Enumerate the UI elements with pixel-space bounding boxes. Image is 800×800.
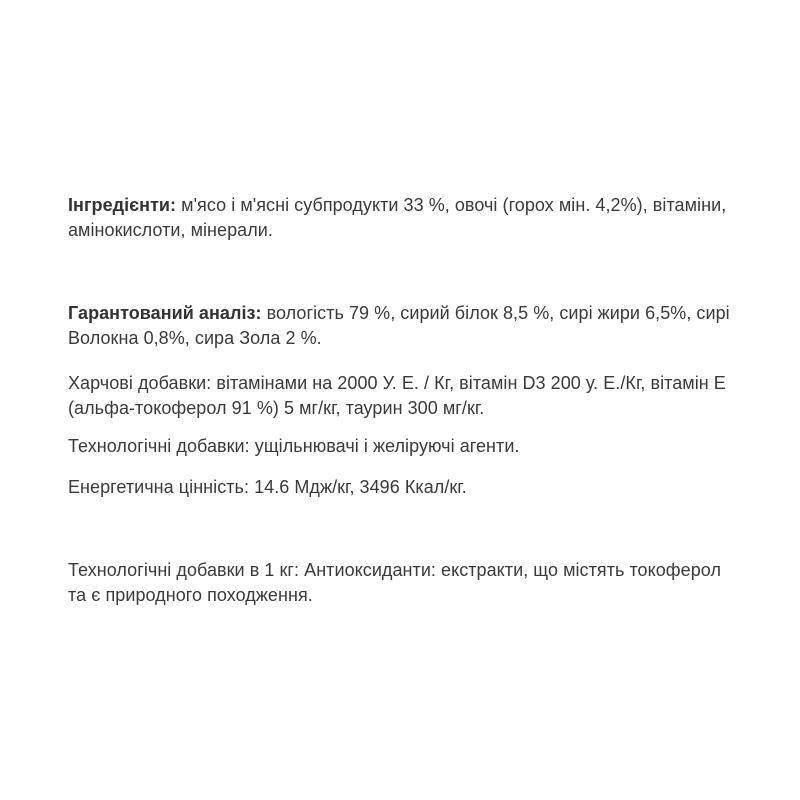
guaranteed-analysis-text: вологість 79 %, сирий білок 8,5 %, сирі жири 6,5%, сирі Волокна 0,8%, сира Зола 2 %. <box>68 303 730 348</box>
guaranteed-analysis-paragraph <box>68 301 733 351</box>
technological-additives-per-kg-paragraph: Технологічні добавки в 1 кг: Антиоксиданти: екстракти, що містять токоферол та є природного походження. <box>68 560 722 605</box>
nutritional-additives-paragraph: Харчові добавки: вітамінами на 2000 У. Е. / Кг, вітамін D3 200 у. Е./Кг, вітамін Е (альфа-токоферол 91 %) 5 мг/кг, таурин 300 мг/кг. <box>68 373 726 418</box>
ingredients-paragraph <box>68 193 733 243</box>
ingredients-text: м'ясо і м'ясні субпродукти 33 %, овочі (горох мін. 4,2%), вітаміни, амінокислоти, мінерали. <box>68 195 727 240</box>
energy-value-paragraph: Енергетична цінність: 14.6 Мдж/кг, 3496 Ккал/кг. <box>68 477 467 497</box>
guaranteed-analysis-label: Гарантований аналіз: <box>68 303 262 323</box>
ingredients-label: Інгредієнти: <box>68 195 177 215</box>
technological-additives-paragraph: Технологічні добавки: ущільнювачі і желіруючі агенти. <box>68 436 520 456</box>
